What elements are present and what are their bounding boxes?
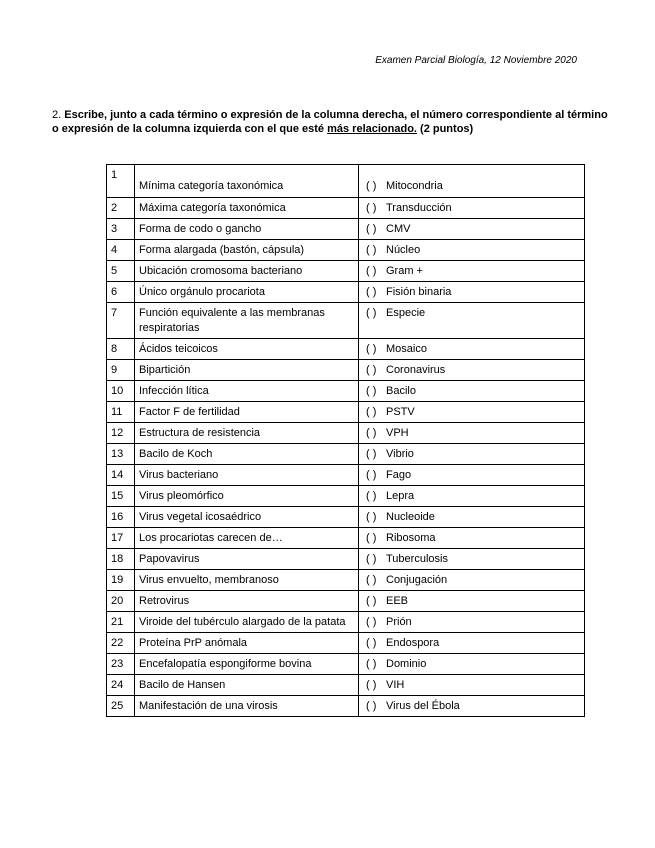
- left-term: Los procariotas carecen de…: [135, 528, 359, 549]
- table-row: [107, 528, 585, 549]
- right-term-cell: [359, 696, 585, 717]
- answer-blank[interactable]: ( ): [366, 307, 377, 319]
- answer-blank[interactable]: ( ): [366, 532, 377, 544]
- right-term-cell: [359, 423, 585, 444]
- right-term-cell: [359, 444, 585, 465]
- table-row: [107, 675, 585, 696]
- left-term: Bacilo de Hansen: [135, 675, 359, 696]
- table-row: [107, 282, 585, 303]
- table-row: [107, 549, 585, 570]
- left-term: Proteína PrP anómala: [135, 633, 359, 654]
- row-number: 12: [107, 423, 135, 444]
- right-term-cell: [359, 381, 585, 402]
- row-number: 20: [107, 591, 135, 612]
- left-term: Función equivalente a las membranas respiratorias: [135, 303, 359, 339]
- question-instructions: [52, 108, 608, 136]
- answer-blank[interactable]: ( ): [366, 553, 377, 565]
- right-term: PSTV: [386, 406, 415, 418]
- answer-blank[interactable]: ( ): [366, 223, 377, 235]
- right-term: Vibrio: [386, 448, 414, 460]
- right-term-cell: [359, 465, 585, 486]
- table-row: [107, 486, 585, 507]
- right-term: Especie: [386, 307, 426, 319]
- table-row: [107, 360, 585, 381]
- table-row: [107, 198, 585, 219]
- right-term-cell: [359, 549, 585, 570]
- row-number: 24: [107, 675, 135, 696]
- row-number: 2: [107, 198, 135, 219]
- left-term: Ubicación cromosoma bacteriano: [135, 261, 359, 282]
- right-term-cell: [359, 360, 585, 381]
- table-row: [107, 633, 585, 654]
- row-number: 4: [107, 240, 135, 261]
- table-row: [107, 570, 585, 591]
- left-term: Virus vegetal icosaédrico: [135, 507, 359, 528]
- left-term: Forma de codo o gancho: [135, 219, 359, 240]
- table-row: [107, 612, 585, 633]
- right-term-cell: [359, 675, 585, 696]
- right-term: Fisión binaria: [386, 286, 452, 298]
- table-row: [107, 654, 585, 675]
- instructions-emphasis: más relacionado.: [327, 123, 417, 135]
- right-term-cell: [359, 591, 585, 612]
- right-term-cell: [359, 219, 585, 240]
- right-term: EEB: [386, 595, 409, 607]
- answer-blank[interactable]: ( ): [366, 511, 377, 523]
- row-number: 14: [107, 465, 135, 486]
- left-term: Encefalopatía espongiforme bovina: [135, 654, 359, 675]
- row-number: 10: [107, 381, 135, 402]
- instructions-text: Escribe, junto a cada término o expresión de la columna derecha, el número correspondiente al término o expresión de la columna izquierda con el que esté: [52, 109, 608, 135]
- left-term: Máxima categoría taxonómica: [135, 198, 359, 219]
- right-term: Tuberculosis: [386, 553, 448, 565]
- table-row: [107, 507, 585, 528]
- right-term: Dominio: [386, 658, 427, 670]
- row-number: 9: [107, 360, 135, 381]
- left-term: Retrovirus: [135, 591, 359, 612]
- right-term-cell: [359, 402, 585, 423]
- right-term: CMV: [386, 223, 411, 235]
- left-term: Manifestación de una virosis: [135, 696, 359, 717]
- answer-blank[interactable]: ( ): [366, 595, 377, 607]
- answer-blank[interactable]: ( ): [366, 700, 377, 712]
- answer-blank[interactable]: ( ): [366, 490, 377, 502]
- right-term-cell: [359, 240, 585, 261]
- right-term-cell: [359, 507, 585, 528]
- right-term: Fago: [386, 469, 412, 481]
- answer-blank[interactable]: ( ): [366, 658, 377, 670]
- right-term: Virus del Ébola: [386, 700, 460, 712]
- answer-blank[interactable]: ( ): [366, 364, 377, 376]
- right-term-cell: [359, 633, 585, 654]
- left-term: Bacilo de Koch: [135, 444, 359, 465]
- left-term: Ácidos teicoicos: [135, 339, 359, 360]
- table-row: [107, 381, 585, 402]
- table-row: [107, 402, 585, 423]
- right-term: Lepra: [386, 490, 415, 502]
- right-term-cell: [359, 528, 585, 549]
- row-number: 7: [107, 303, 135, 339]
- right-term: Prión: [386, 616, 412, 628]
- right-term: Nucleoide: [386, 511, 435, 523]
- row-number: 3: [107, 219, 135, 240]
- row-number: 15: [107, 486, 135, 507]
- right-term-cell: [359, 282, 585, 303]
- table-row: [107, 165, 585, 198]
- row-number: 19: [107, 570, 135, 591]
- table-row: [107, 240, 585, 261]
- left-term: Virus envuelto, membranoso: [135, 570, 359, 591]
- matching-table-body: [107, 165, 585, 717]
- answer-blank[interactable]: ( ): [366, 180, 377, 192]
- row-number: 13: [107, 444, 135, 465]
- row-number: 16: [107, 507, 135, 528]
- row-number: 25: [107, 696, 135, 717]
- answer-blank[interactable]: ( ): [366, 244, 377, 256]
- table-row: [107, 423, 585, 444]
- right-term: VPH: [386, 427, 409, 439]
- right-term: Bacilo: [386, 385, 416, 397]
- answer-blank[interactable]: ( ): [366, 385, 377, 397]
- matching-table: [106, 164, 585, 717]
- row-number: 11: [107, 402, 135, 423]
- left-term: Único orgánulo procariota: [135, 282, 359, 303]
- left-term: Bipartición: [135, 360, 359, 381]
- right-term-cell: [359, 303, 585, 339]
- answer-blank[interactable]: ( ): [366, 202, 377, 214]
- answer-blank[interactable]: ( ): [366, 574, 377, 586]
- right-term: Mitocondria: [386, 180, 443, 192]
- instructions-points: (2 puntos): [420, 123, 474, 135]
- left-term: Virus bacteriano: [135, 465, 359, 486]
- left-term: Papovavirus: [135, 549, 359, 570]
- left-term: Viroide del tubérculo alargado de la patata: [135, 612, 359, 633]
- answer-blank[interactable]: ( ): [366, 265, 377, 277]
- exam-header: Examen Parcial Biología, 12 Noviembre 2020: [375, 55, 577, 66]
- right-term-cell: [359, 486, 585, 507]
- right-term: Mosaico: [386, 343, 427, 355]
- table-row: [107, 219, 585, 240]
- right-term: Coronavirus: [386, 364, 446, 376]
- row-number: 8: [107, 339, 135, 360]
- answer-blank[interactable]: ( ): [366, 616, 377, 628]
- table-row: [107, 591, 585, 612]
- right-term: Núcleo: [386, 244, 421, 256]
- right-term-cell: [359, 612, 585, 633]
- answer-blank[interactable]: ( ): [366, 469, 377, 481]
- right-term-cell: [359, 570, 585, 591]
- answer-blank[interactable]: ( ): [366, 406, 377, 418]
- row-number: 6: [107, 282, 135, 303]
- table-row: [107, 303, 585, 339]
- table-row: [107, 339, 585, 360]
- right-term-cell: [359, 198, 585, 219]
- question-number: 2.: [52, 109, 62, 121]
- right-term: Transducción: [386, 202, 452, 214]
- right-term: Gram +: [386, 265, 423, 277]
- right-term: VIH: [386, 679, 405, 691]
- row-number: 22: [107, 633, 135, 654]
- answer-blank[interactable]: ( ): [366, 448, 377, 460]
- left-term: Virus pleomórfico: [135, 486, 359, 507]
- right-term-cell: [359, 654, 585, 675]
- left-term: Infección lítica: [135, 381, 359, 402]
- table-row: [107, 696, 585, 717]
- answer-blank[interactable]: ( ): [366, 679, 377, 691]
- right-term: Endospora: [386, 637, 440, 649]
- row-number: 5: [107, 261, 135, 282]
- right-term-cell: [359, 339, 585, 360]
- row-number: 18: [107, 549, 135, 570]
- right-term-cell: [359, 261, 585, 282]
- row-number: 1: [107, 165, 135, 198]
- table-row: [107, 261, 585, 282]
- left-term: Forma alargada (bastón, cápsula): [135, 240, 359, 261]
- left-term: Mínima categoría taxonómica: [135, 165, 359, 198]
- answer-blank[interactable]: ( ): [366, 343, 377, 355]
- table-row: [107, 465, 585, 486]
- row-number: 23: [107, 654, 135, 675]
- right-term: Conjugación: [386, 574, 448, 586]
- row-number: 21: [107, 612, 135, 633]
- table-row: [107, 444, 585, 465]
- right-term-cell: [359, 165, 585, 198]
- answer-blank[interactable]: ( ): [366, 427, 377, 439]
- right-term: Ribosoma: [386, 532, 436, 544]
- left-term: Factor F de fertilidad: [135, 402, 359, 423]
- row-number: 17: [107, 528, 135, 549]
- answer-blank[interactable]: ( ): [366, 637, 377, 649]
- answer-blank[interactable]: ( ): [366, 286, 377, 298]
- left-term: Estructura de resistencia: [135, 423, 359, 444]
